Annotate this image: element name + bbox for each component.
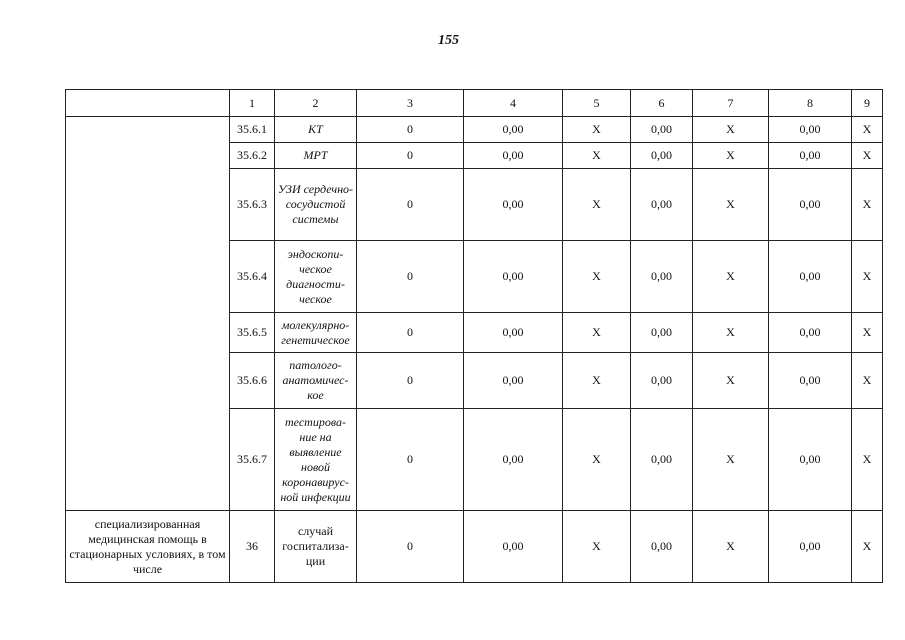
cell-col6: 0,00 [631, 409, 693, 511]
row-unit: УЗИ сердечно-сосудистой системы [275, 169, 357, 241]
header-cell-blank [66, 90, 230, 117]
cell-col9: Х [852, 511, 883, 583]
cell-col6: 0,00 [631, 313, 693, 353]
cell-col3: 0 [357, 409, 464, 511]
row-code: 35.6.2 [230, 143, 275, 169]
cell-col7: Х [693, 143, 769, 169]
cell-col8: 0,00 [769, 353, 852, 409]
cell-col5: Х [563, 241, 631, 313]
header-cell: 5 [563, 90, 631, 117]
page-number: 155 [438, 33, 459, 48]
cell-col7: Х [693, 353, 769, 409]
cell-col4: 0,00 [464, 409, 563, 511]
cell-col6: 0,00 [631, 143, 693, 169]
cell-col8: 0,00 [769, 511, 852, 583]
row-unit: патолого-анатомичес-кое [275, 353, 357, 409]
header-row [66, 90, 883, 117]
cell-col5: Х [563, 511, 631, 583]
row-unit: КТ [275, 117, 357, 143]
header-cell: 9 [852, 90, 883, 117]
row-code: 36 [230, 511, 275, 583]
cell-col7: Х [693, 169, 769, 241]
row-code: 35.6.4 [230, 241, 275, 313]
cell-col9: Х [852, 409, 883, 511]
cell-col5: Х [563, 313, 631, 353]
row-unit: случай госпитализа-ции [275, 511, 357, 583]
table-row-summary [66, 511, 883, 583]
cell-col5: Х [563, 409, 631, 511]
cell-col4: 0,00 [464, 117, 563, 143]
cell-col3: 0 [357, 313, 464, 353]
cell-col9: Х [852, 313, 883, 353]
cell-col9: Х [852, 353, 883, 409]
row-code: 35.6.7 [230, 409, 275, 511]
cell-col5: Х [563, 117, 631, 143]
cell-col6: 0,00 [631, 511, 693, 583]
cell-col8: 0,00 [769, 241, 852, 313]
cell-col3: 0 [357, 353, 464, 409]
row-code: 35.6.5 [230, 313, 275, 353]
cell-col9: Х [852, 117, 883, 143]
cell-col6: 0,00 [631, 241, 693, 313]
cell-col8: 0,00 [769, 143, 852, 169]
row-unit: молекулярно-генетическое [275, 313, 357, 353]
data-table [65, 89, 883, 583]
cell-col8: 0,00 [769, 409, 852, 511]
cell-col4: 0,00 [464, 511, 563, 583]
cell-col4: 0,00 [464, 313, 563, 353]
cell-col3: 0 [357, 241, 464, 313]
cell-col6: 0,00 [631, 117, 693, 143]
cell-col3: 0 [357, 511, 464, 583]
table-row [66, 117, 883, 143]
cell-col6: 0,00 [631, 169, 693, 241]
row-code: 35.6.6 [230, 353, 275, 409]
cell-col9: Х [852, 241, 883, 313]
cell-col5: Х [563, 169, 631, 241]
cell-col7: Х [693, 117, 769, 143]
cell-col8: 0,00 [769, 313, 852, 353]
cell-col7: Х [693, 241, 769, 313]
cell-col8: 0,00 [769, 169, 852, 241]
cell-col4: 0,00 [464, 169, 563, 241]
row-unit: эндоскопи-ческое диагности-ческое [275, 241, 357, 313]
cell-col4: 0,00 [464, 143, 563, 169]
cell-col9: Х [852, 143, 883, 169]
header-cell: 7 [693, 90, 769, 117]
summary-label: специализированная медицинская помощь в стационарных условиях, в том числе [66, 511, 230, 583]
header-cell: 3 [357, 90, 464, 117]
header-cell: 8 [769, 90, 852, 117]
cell-col5: Х [563, 143, 631, 169]
group-label-cell [66, 117, 230, 511]
header-cell: 6 [631, 90, 693, 117]
header-cell: 1 [230, 90, 275, 117]
cell-col9: Х [852, 169, 883, 241]
cell-col3: 0 [357, 117, 464, 143]
cell-col6: 0,00 [631, 353, 693, 409]
row-code: 35.6.3 [230, 169, 275, 241]
row-unit: МРТ [275, 143, 357, 169]
cell-col3: 0 [357, 169, 464, 241]
cell-col7: Х [693, 511, 769, 583]
row-unit: тестирова-ние на выявление новой коронавирус-ной инфекции [275, 409, 357, 511]
cell-col5: Х [563, 353, 631, 409]
cell-col4: 0,00 [464, 353, 563, 409]
cell-col7: Х [693, 313, 769, 353]
header-cell: 4 [464, 90, 563, 117]
cell-col8: 0,00 [769, 117, 852, 143]
cell-col4: 0,00 [464, 241, 563, 313]
cell-col3: 0 [357, 143, 464, 169]
row-code: 35.6.1 [230, 117, 275, 143]
header-cell: 2 [275, 90, 357, 117]
cell-col7: Х [693, 409, 769, 511]
